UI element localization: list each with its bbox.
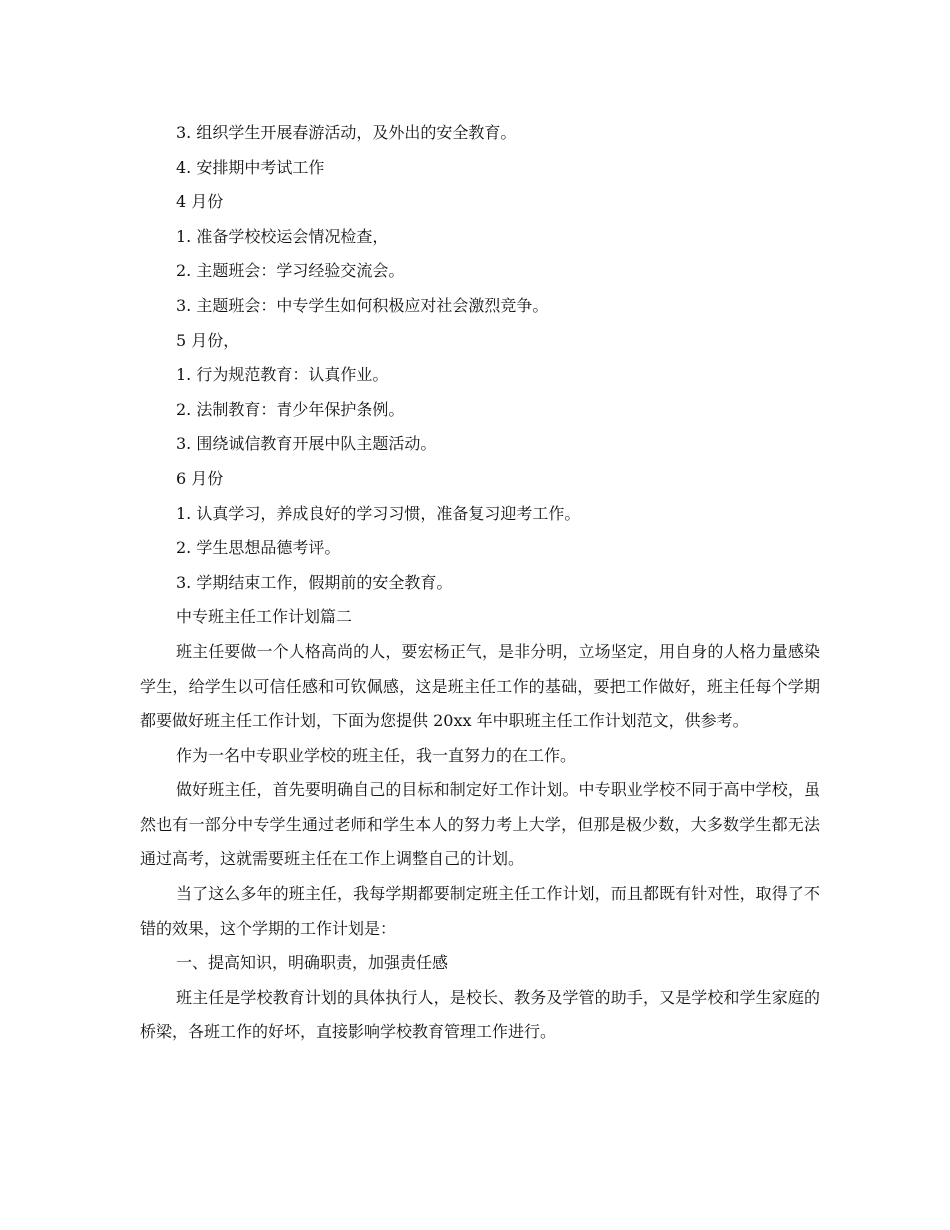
list-item: 4. 安排期中考试工作 bbox=[176, 157, 325, 177]
paragraph: 做好班主任，首先要明确自己的目标和制定好工作计划。中专职业学校不同于高中学校，虽然也有一部分中专学生通过老师和学生本人的努力考上大学，但那是极少数，大多数学生都无法通过高考，这就需要班主任在工作上调整自己的计划。 bbox=[140, 780, 820, 869]
list-item: 3. 学期结束工作，假期前的安全教育。 bbox=[176, 572, 453, 592]
month-heading: 6 月份 bbox=[176, 468, 224, 488]
month-heading: 4 月份 bbox=[176, 192, 224, 212]
month-heading: 5 月份， bbox=[176, 330, 240, 350]
list-item: 3. 组织学生开展春游活动，及外出的安全教育。 bbox=[176, 123, 517, 142]
list-item: 1. 行为规范教育：认真作业。 bbox=[176, 365, 389, 385]
list-item: 1. 准备学校校运会情况检查， bbox=[176, 226, 389, 246]
section-title: 中专班主任工作计划篇二 bbox=[176, 607, 353, 627]
paragraph: 当了这么多年的班主任，我每学期都要制定班主任工作计划，而且都既有针对性，取得了不错的效果，这个学期的工作计划是： bbox=[140, 884, 820, 938]
paragraph: 作为一名中专职业学校的班主任，我一直努力的在工作。 bbox=[176, 745, 577, 765]
list-item: 1. 认真学习，养成良好的学习习惯，准备复习迎考工作。 bbox=[176, 503, 581, 523]
document-body bbox=[140, 116, 820, 1050]
subsection-heading: 一、提高知识，明确职责，加强责任感 bbox=[176, 953, 449, 973]
list-item: 2. 学生思想品德考评。 bbox=[176, 538, 341, 558]
list-item: 3. 主题班会：中专学生如何积极应对社会激烈竞争。 bbox=[176, 295, 549, 315]
list-item: 2. 法制教育：青少年保护条例。 bbox=[176, 399, 405, 419]
list-item: 2. 主题班会：学习经验交流会。 bbox=[176, 261, 405, 281]
list-item: 3. 围绕诚信教育开展中队主题活动。 bbox=[176, 434, 437, 454]
paragraph: 班主任是学校教育计划的具体执行人，是校长、教务及学管的助手，又是学校和学生家庭的桥梁，各班工作的好坏，直接影响学校教育管理工作进行。 bbox=[140, 987, 820, 1042]
paragraph: 班主任要做一个人格高尚的人，要宏杨正气，是非分明，立场坚定，用自身的人格力量感染学生，给学生以可信任感和可钦佩感，这是班主任工作的基础，要把工作做好，班主任每个学期都要做好班主任工作计划，下面为您提供 20xx 年中职班主任工作计划范文，供参考。 bbox=[140, 641, 820, 731]
